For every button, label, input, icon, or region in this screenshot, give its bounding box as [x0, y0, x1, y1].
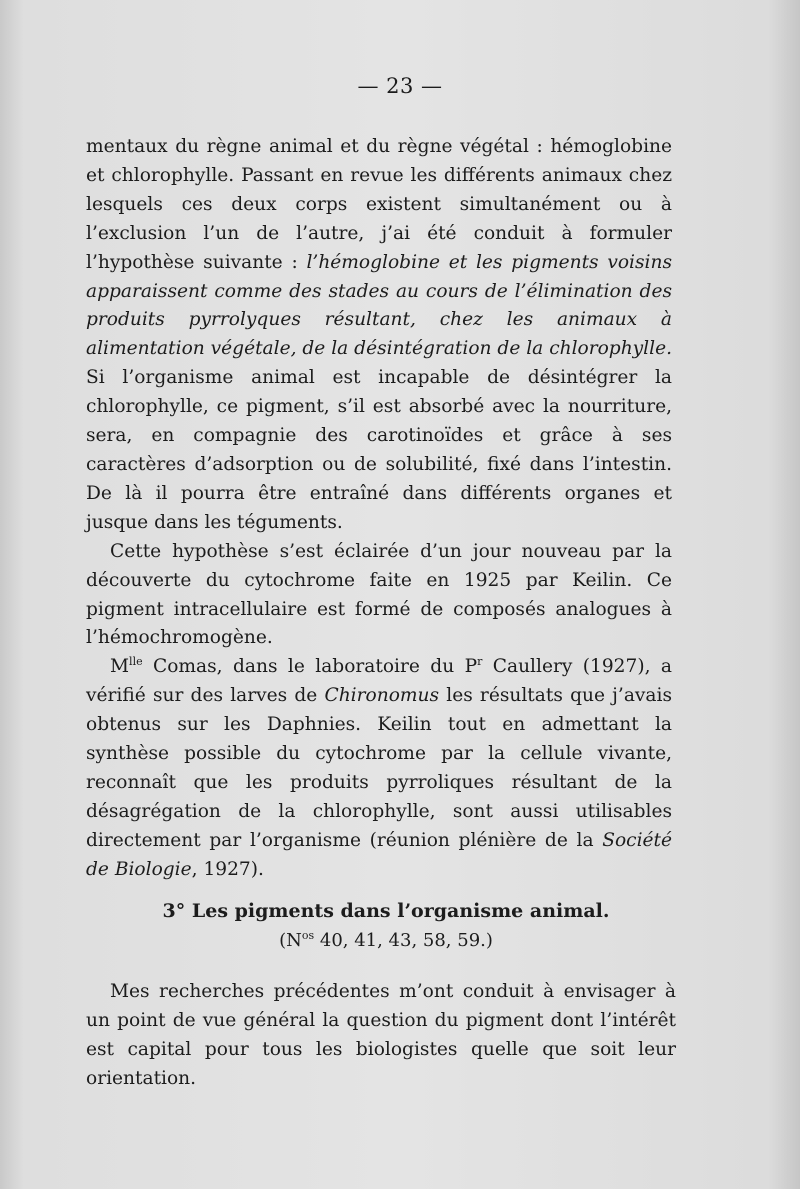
refs-list: 40, 41, 43, 58, 59.) [314, 930, 493, 951]
paragraph-text: Si l’organisme animal est incapable de désintégrer la chlorophylle, ce pigment, s’il est absorbé avec la nourriture, sera, en compagnie des carotinoïdes et grâce à ses caractères d’adsorption ou de solubilité, fixé dans l’intestin. De là il pourra être entraîné dans différents organes et jusque dans les téguments. [86, 367, 672, 533]
refs-prefix: (N [279, 930, 302, 951]
journal-italic: Société de Biologie [86, 829, 672, 880]
genus-italic: Chironomus [324, 685, 440, 707]
hypothesis-italic: l’hémoglobine et les pigments voisins apparaissent comme des stades au cours de l’élimination des produits pyrrolyques résultant, chez les animaux à alimentation végétale, de la désintégration de la chlorophylle. [86, 251, 673, 360]
paragraph-text: , 1927). [191, 858, 264, 880]
page-number: — 23 — [357, 74, 443, 98]
paragraph-text: les résultats que j’avais obtenus sur les Daphnies. Keilin tout en admettant la synthèse possible du cytochrome par la cellule vivante, reconnaît que les produits pyrroliques résultant de la désagrégation de la chlorophylle, sont aussi utilisables directement par l’organisme (réunion plénière de la [86, 685, 672, 851]
paragraph-hypothesis [86, 133, 672, 538]
paragraph-text: mentaux du règne animal et du règne végétal : hémoglobine et chlorophylle. Passant en revue les différents animaux chez lesquels ces deux corps existent simultanément ou à l’exclusion l’un de l’autre, j’ai été conduit à formuler l’hypothèse suivante : [86, 136, 672, 273]
section-references [86, 927, 686, 955]
paragraph-cytochrome [86, 538, 672, 654]
refs-superscript: os [301, 929, 315, 942]
title-m: M [110, 656, 130, 678]
paragraph-comas [86, 653, 672, 884]
paragraph-text: Cette hypothèse s’est éclairée d’un jour nouveau par la découverte du cytochrome faite en 1925 par Keilin. Ce pigment intracellulaire est formé de composés analogues à l’hémochromogène. [86, 540, 672, 649]
main-text [86, 133, 672, 885]
final-text [86, 977, 676, 1093]
title-m-superscript: lle [129, 655, 143, 669]
paragraph-text: Caullery (1927), a vérifié sur des larves de [86, 656, 672, 707]
paragraph-recherches: Mes recherches précédentes m’ont conduit à envisager à un point de vue général la question du pigment dont l’intérêt est capital pour tous les biologistes quelle que soit leur orientation. [86, 981, 676, 1089]
section-heading: 3° Les pigments dans l’organisme animal. [162, 900, 610, 922]
paragraph-text: Comas, dans le laboratoire du P [142, 656, 478, 678]
title-p-superscript: r [477, 655, 483, 669]
